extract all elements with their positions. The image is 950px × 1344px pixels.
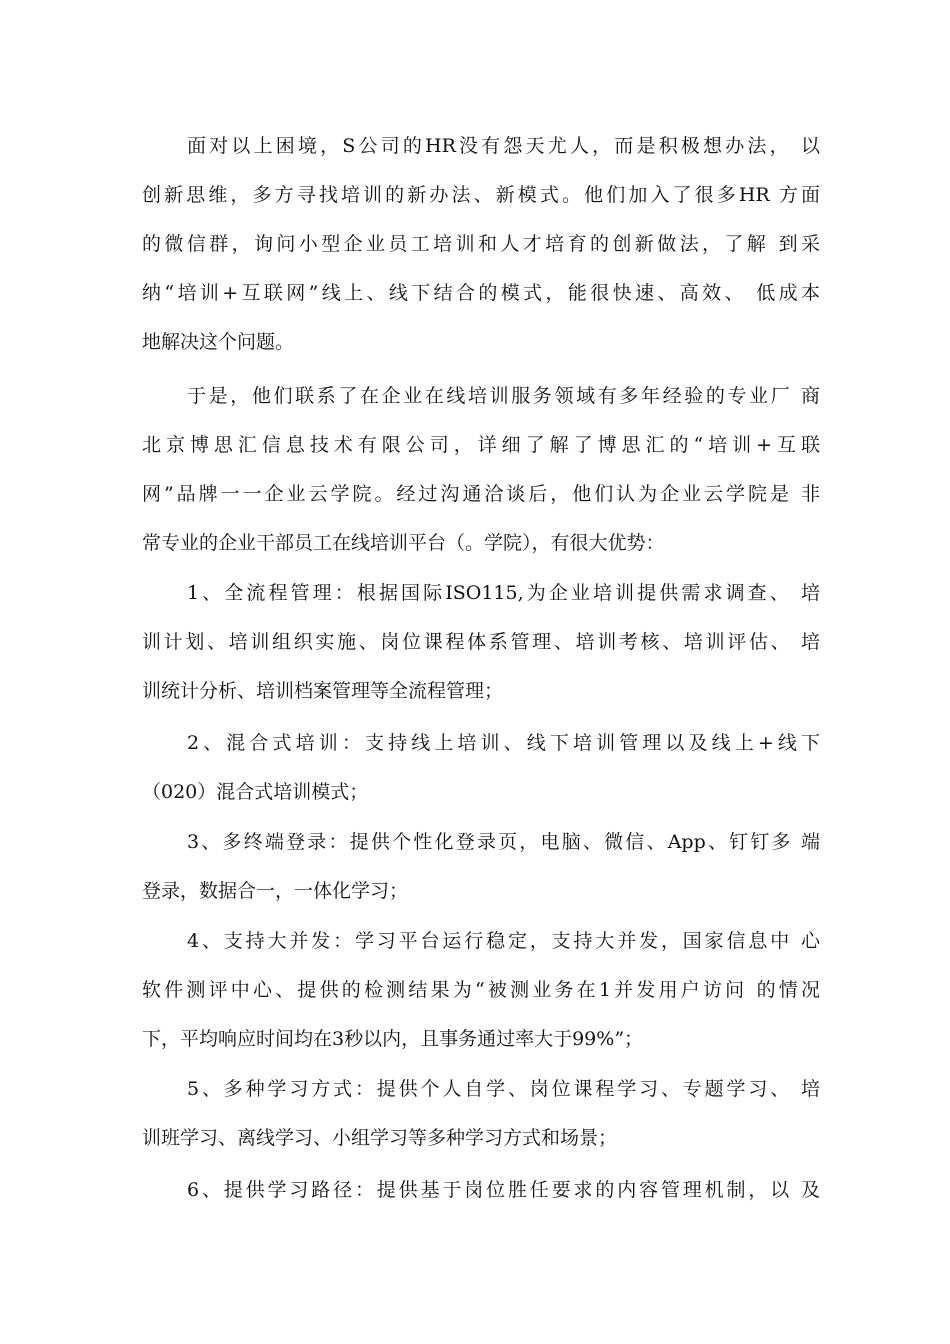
paragraph-1-line-4: 纳“培训+互联网”线上、线下结合的模式，能很快速、高效、 低成本 xyxy=(142,282,820,304)
paragraph-1-line-2: 创新思维，多方寻找培训的新办法、新模式。他们加入了很多HR 方面 xyxy=(142,184,820,206)
item-1-line-3: 训统计分析、培训档案管理等全流程管理； xyxy=(142,680,504,702)
item-1-line-1: 1、全流程管理：根据国际ISO115,为企业培训提供需求调查、 培 xyxy=(187,582,820,604)
item-2-line-1: 2、混合式培训：支持线上培训、线下培训管理以及线上+线下 xyxy=(187,732,820,754)
item-4-line-1: 4、支持大并发：学习平台运行稳定，支持大并发，国家信息中 心 xyxy=(187,930,820,952)
item-4-line-3: 下，平均响应时间均在3秒以内，且事务通过率大于99%”； xyxy=(142,1028,644,1050)
item-3-line-1: 3、多终端登录：提供个性化登录页，电脑、微信、App、钉钉多 端 xyxy=(187,831,820,853)
paragraph-1-line-5: 地解决这个问题。 xyxy=(142,331,295,353)
paragraph-2-line-2: 北京博思汇信息技术有限公司，详细了解了博思汇的“培训+互联 xyxy=(142,434,820,456)
item-1-line-2: 训计划、培训组织实施、岗位课程体系管理、培训考核、培训评估、 培 xyxy=(142,631,820,653)
item-5-line-1: 5、多种学习方式：提供个人自学、岗位课程学习、专题学习、 培 xyxy=(187,1078,820,1100)
item-4-line-2: 软件测评中心、提供的检测结果为“被测业务在1并发用户访问 的情况 xyxy=(142,979,820,1001)
item-3-line-2: 登录，数据合一，一体化学习； xyxy=(142,880,409,902)
item-2-line-2: （020）混合式培训模式； xyxy=(142,781,369,803)
paragraph-1-line-3: 的微信群，询问小型企业员工培训和人才培育的创新做法，了解 到采 xyxy=(142,233,820,255)
paragraph-2-line-4: 常专业的企业干部员工在线培训平台（。学院），有很大优势： xyxy=(142,532,665,554)
paragraph-2-line-1: 于是，他们联系了在企业在线培训服务领域有多年经验的专业厂 商 xyxy=(187,385,820,407)
item-6-line-1: 6、提供学习路径：提供基于岗位胜任要求的内容管理机制，以 及 xyxy=(187,1179,820,1201)
paragraph-1-line-1: 面对以上困境，S公司的HR没有怨天尤人，而是积极想办法， 以 xyxy=(187,135,820,157)
paragraph-2-line-3: 网”品牌一一企业云学院。经过沟通洽谈后，他们认为企业云学院是 非 xyxy=(142,483,820,505)
item-5-line-2: 训班学习、离线学习、小组学习等多种学习方式和场景； xyxy=(142,1127,618,1149)
